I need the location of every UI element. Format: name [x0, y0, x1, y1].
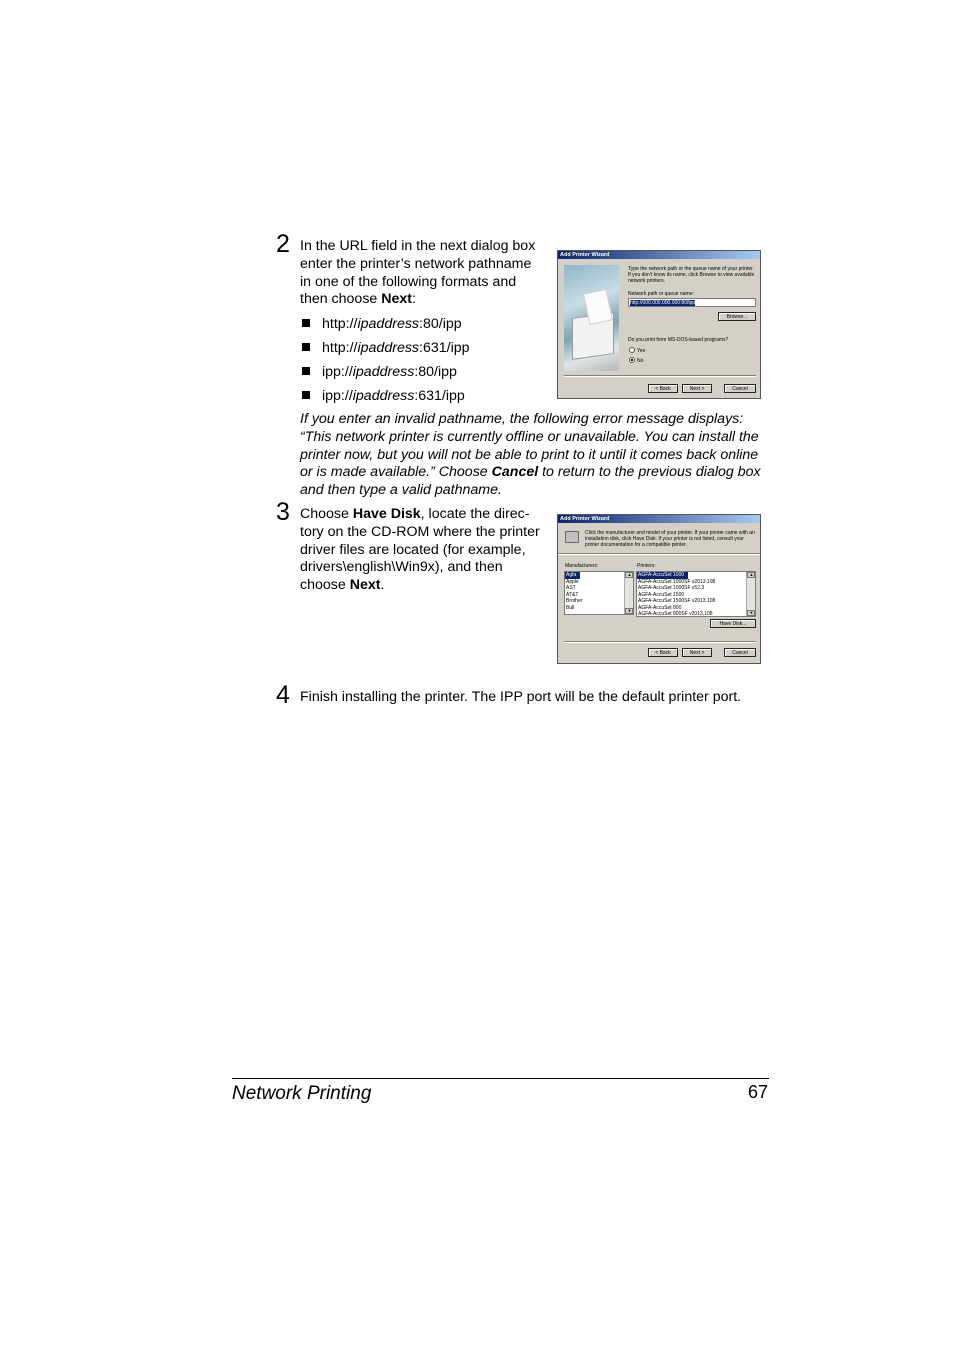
printers-list[interactable]: [636, 571, 756, 617]
scroll-up-arrow[interactable]: ▲: [747, 572, 755, 578]
next-button[interactable]: Next >: [682, 648, 712, 657]
manufacturers-scrollbar[interactable]: [624, 572, 633, 614]
bullet-square: [302, 391, 310, 399]
radio-no[interactable]: No: [629, 357, 643, 364]
list-item[interactable]: AGFA-AccuSet 1500SF v2013.108: [638, 598, 716, 604]
list-item[interactable]: AGFA-AccuSet 1000SF v52.3: [638, 585, 705, 591]
list-item[interactable]: Bull: [566, 604, 575, 611]
list-item[interactable]: AST: [566, 585, 576, 591]
back-button[interactable]: < Back: [648, 648, 678, 657]
dialog-divider: [564, 641, 756, 642]
browse-button[interactable]: Browse...: [718, 312, 756, 321]
step-2-text: In the URL field in the next dialog box enter the printer’s network pathname in one of the following formats and then choose Next:: [300, 238, 536, 308]
manufacturers-list[interactable]: [564, 571, 634, 615]
msdos-question: Do you print from MS-DOS-based programs?: [628, 337, 729, 343]
list-item[interactable]: AGFA-AccuSet 800: [638, 604, 682, 611]
list-item[interactable]: AGFA-AccuSet 1000: [637, 572, 688, 579]
bullet-item: http://ipaddress:631/ipp: [302, 340, 470, 357]
scroll-up-arrow[interactable]: ▲: [625, 572, 633, 578]
step-3-text: Choose Have Disk, locate the direc-tory on the CD-ROM where the printer driver files are located (for example, drivers\english\Win9x), and then choose Next.: [300, 506, 540, 594]
add-printer-wizard-dialog-url: [557, 250, 761, 399]
list-item[interactable]: AGFA-AccuSet 1000SF v2013.108: [638, 578, 716, 585]
step-number-2: 2: [276, 230, 290, 258]
dialog-title-bar: Add Printer Wizard: [558, 515, 760, 523]
bullet-square: [302, 343, 310, 351]
bullet-square: [302, 319, 310, 327]
radio-yes[interactable]: Yes: [629, 347, 645, 354]
bullet-item: ipp://ipaddress:631/ipp: [302, 388, 465, 405]
radio-yes-circle: [629, 347, 635, 353]
wizard-side-image: [564, 265, 619, 371]
list-item[interactable]: AGFA-AccuSet 800SF v2013.108: [638, 611, 713, 617]
step-2-note: If you enter an invalid pathname, the following error message displays: “This network printer is currently offline or unavailable. You can install the printer now, but you will not be able to print to it until it comes back online or is made available.” Choose Cancel to return to the previous dialog box and then type a valid pathname.: [300, 411, 761, 499]
footer-rule: [232, 1078, 769, 1079]
add-printer-wizard-dialog-driver: [557, 514, 761, 664]
page-number: 67: [747, 1082, 768, 1102]
network-path-value: http://000.000.000.000:80/ipp: [630, 300, 696, 306]
paper-illustration: [583, 289, 613, 325]
dialog-instruction: Type the network path or the queue name of your printer. If you don't know its name, click Browse to view available network printers.: [628, 266, 755, 284]
dialog-divider: [558, 553, 761, 554]
dialog-title-bar: Add Printer Wizard: [558, 251, 760, 259]
bullet-square: [302, 367, 310, 375]
scroll-down-arrow[interactable]: ▼: [747, 610, 755, 616]
manufacturers-label: Manufacturers:: [565, 563, 599, 569]
scroll-down-arrow[interactable]: ▼: [625, 608, 633, 614]
list-item[interactable]: AGFA-AccuSet 1500: [638, 591, 685, 598]
list-item[interactable]: Apple: [566, 578, 579, 585]
list-item[interactable]: Agfa: [565, 572, 580, 579]
next-button[interactable]: Next >: [682, 384, 712, 393]
back-button[interactable]: < Back: [648, 384, 678, 393]
radio-no-circle: [629, 357, 635, 363]
dialog-divider: [564, 375, 756, 376]
cancel-button[interactable]: Cancel: [724, 648, 756, 657]
network-path-input[interactable]: [628, 298, 756, 307]
step-4-text: Finish installing the printer. The IPP port will be the default printer port.: [300, 689, 742, 705]
cancel-button[interactable]: Cancel: [724, 384, 756, 393]
step-number-4: 4: [276, 681, 290, 709]
printers-label: Printers:: [637, 563, 656, 569]
dialog-instruction: Click the manufacturer and model of your printer. If your printer came with an installation disk, click Have Disk. If your printer is not listed, consult your printer documentation for a compatible printer.: [585, 530, 755, 548]
list-item[interactable]: Brother: [566, 598, 583, 604]
footer-title: Network Printing: [232, 1083, 372, 1104]
step-number-3: 3: [276, 498, 290, 526]
network-path-label: Network path or queue name:: [628, 291, 694, 297]
printer-disk-icon: [565, 531, 579, 543]
bullet-item: http://ipaddress:80/ipp: [302, 316, 462, 333]
printers-scrollbar[interactable]: [746, 572, 755, 616]
list-item[interactable]: AT&T: [566, 591, 579, 598]
bullet-item: ipp://ipaddress:80/ipp: [302, 364, 457, 381]
have-disk-button[interactable]: Have Disk...: [710, 619, 756, 628]
